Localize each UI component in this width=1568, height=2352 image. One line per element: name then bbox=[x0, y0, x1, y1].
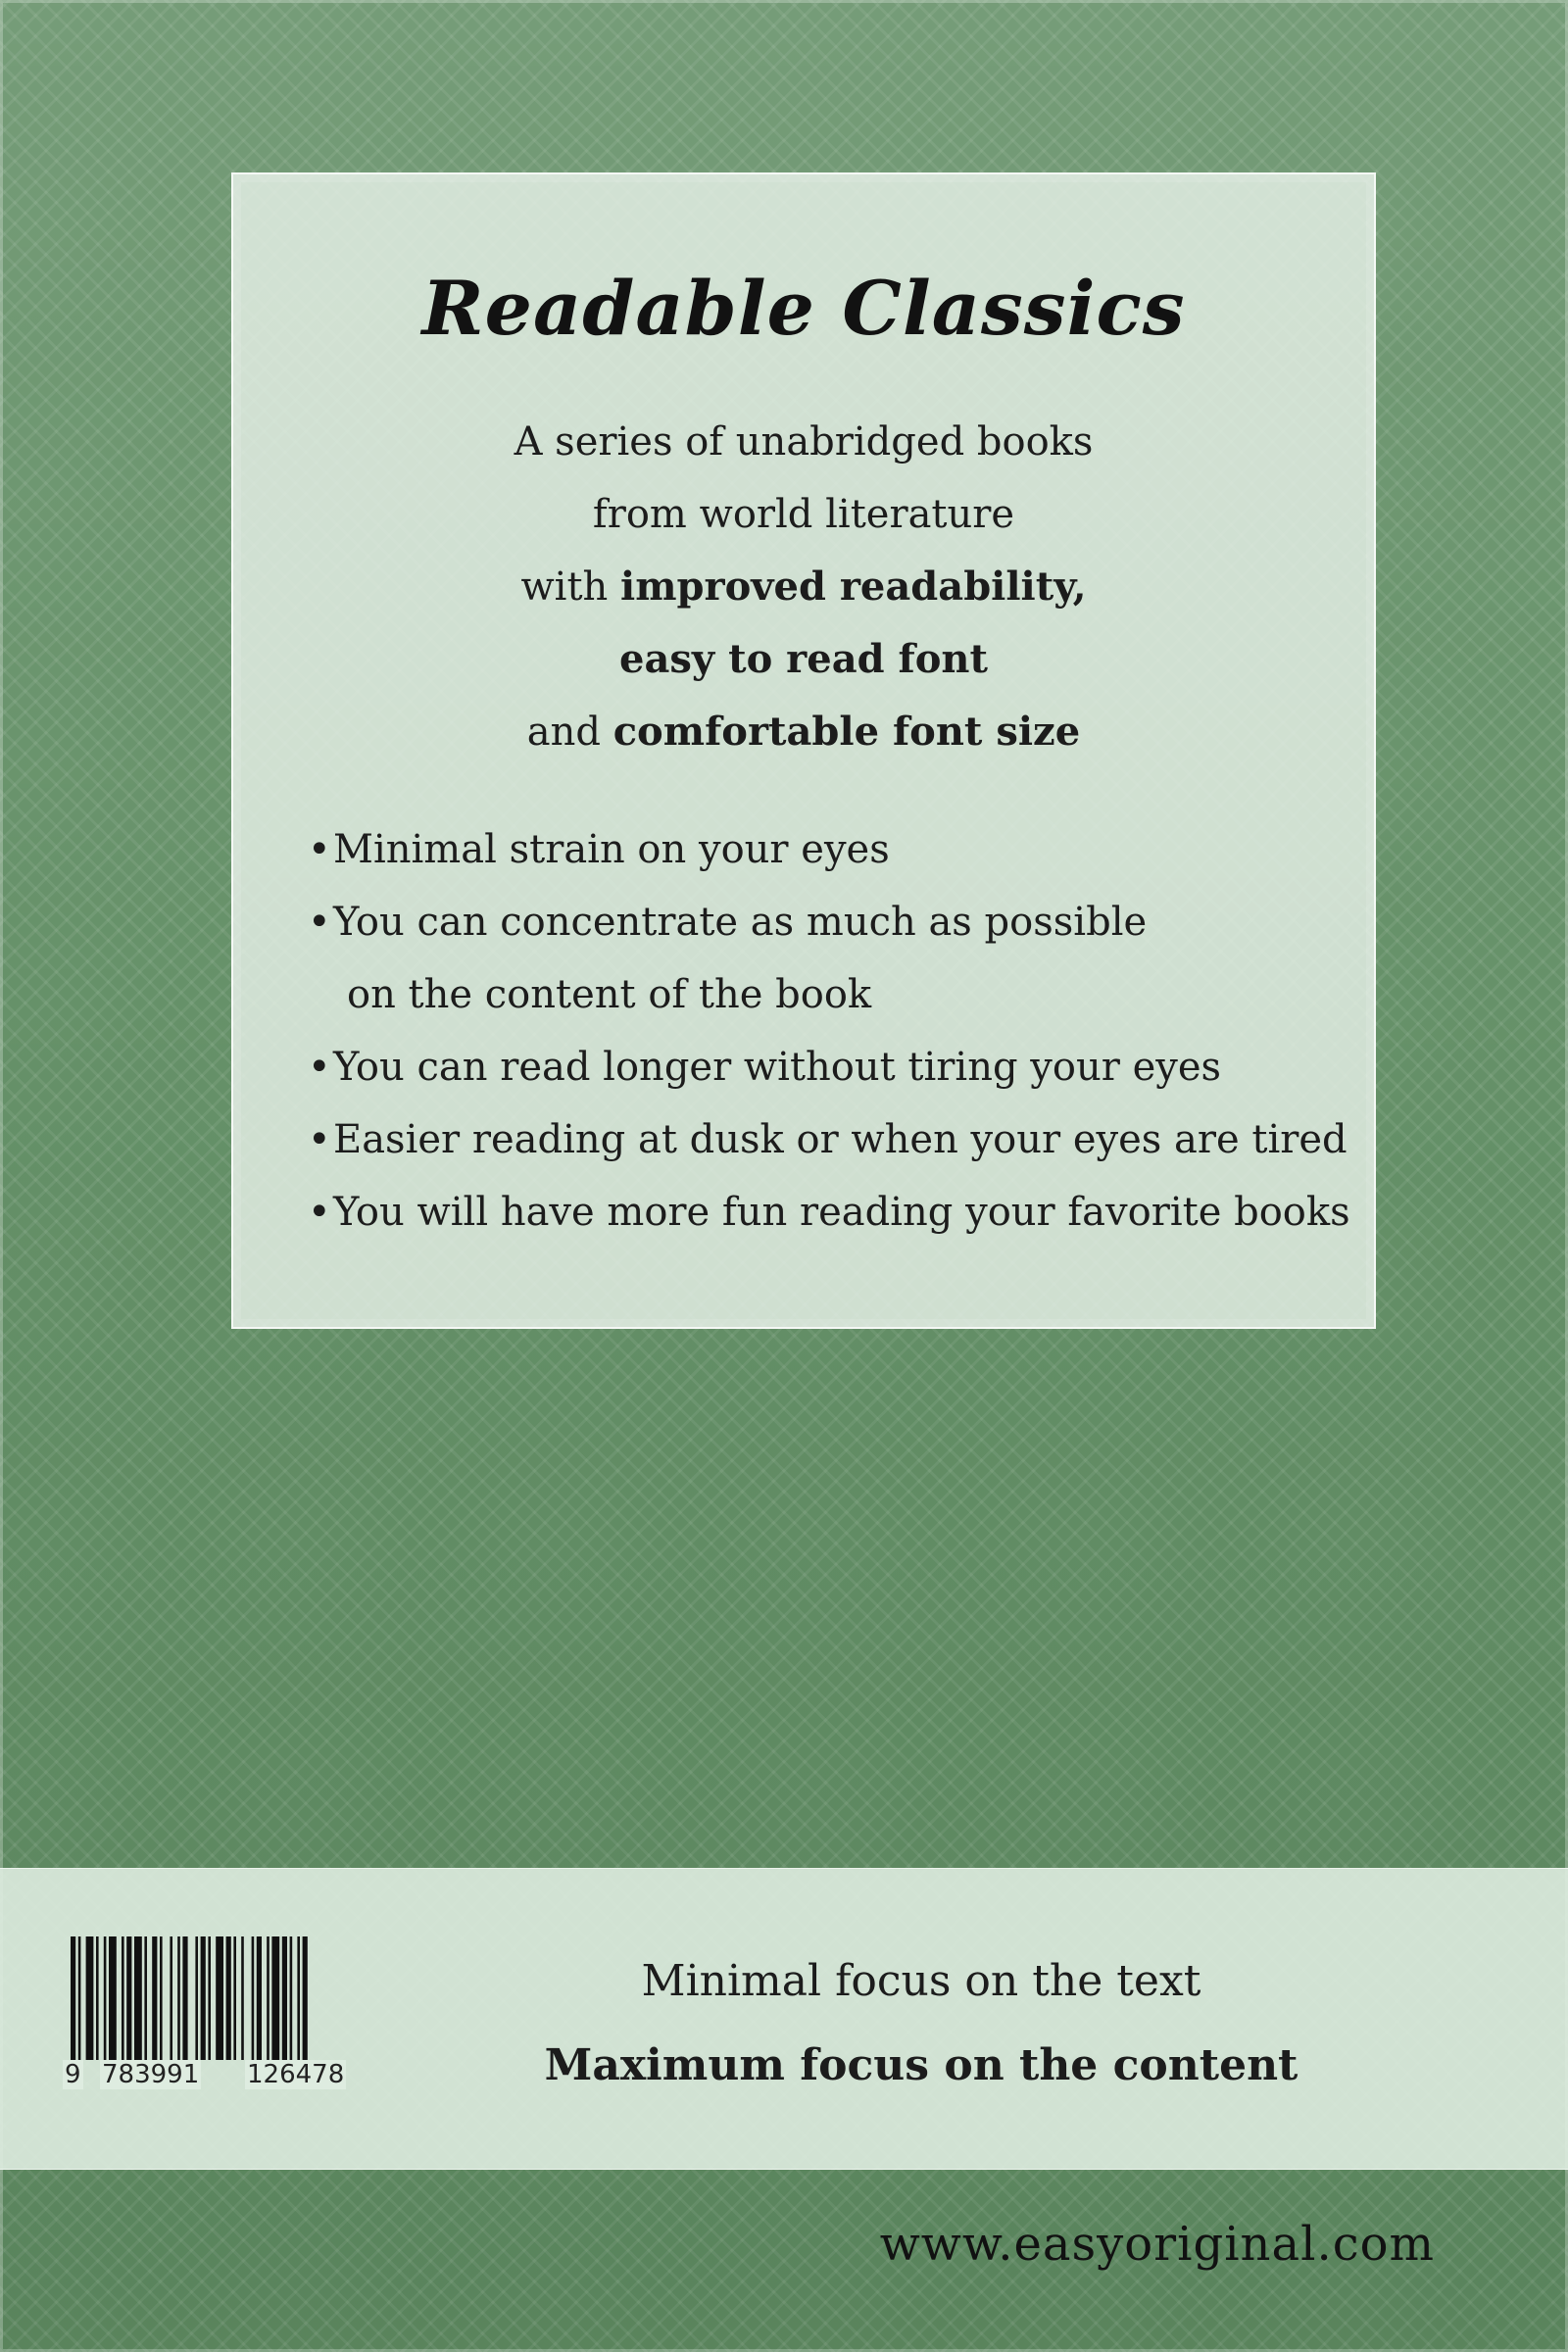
benefit-item: •You will have more fun reading your favorite books bbox=[308, 1176, 1347, 1249]
bullet-icon: • bbox=[308, 1045, 331, 1090]
barcode-bar bbox=[216, 1936, 223, 2060]
intro-text bbox=[233, 406, 1374, 768]
barcode-bar bbox=[152, 1936, 157, 2060]
barcode-bar bbox=[233, 1936, 236, 2060]
barcode-bar bbox=[201, 1936, 206, 2060]
bullet-icon: • bbox=[308, 1190, 331, 1235]
barcode-bar bbox=[104, 1936, 107, 2060]
isbn-digits bbox=[67, 2060, 380, 2099]
website-url: www.easyoriginal.com bbox=[879, 2217, 1435, 2272]
benefit-item: •You can read longer without tiring your eyes bbox=[308, 1031, 1347, 1103]
bullet-icon: • bbox=[308, 1117, 331, 1162]
slogan bbox=[510, 1952, 1333, 2095]
benefit-item: •You can concentrate as much as possible on the content of the book bbox=[308, 886, 1347, 1031]
isbn-first-digit: 9 bbox=[65, 2060, 81, 2089]
barcode-bar bbox=[122, 1936, 124, 2060]
intro-line: A series of unabridged books bbox=[514, 419, 1094, 465]
barcode-bar bbox=[160, 1936, 163, 2060]
barcode-bar bbox=[109, 1936, 117, 2060]
barcode-bar bbox=[126, 1936, 131, 2060]
barcode-bar bbox=[257, 1936, 262, 2060]
barcode-band bbox=[0, 1868, 1568, 2170]
barcode-bar bbox=[241, 1936, 244, 2060]
barcode-bar bbox=[282, 1936, 287, 2060]
barcode-bar bbox=[96, 1936, 99, 2060]
series-title: Readable Classics bbox=[421, 265, 1186, 352]
slogan-line-2: Maximum focus on the content bbox=[544, 2040, 1298, 2090]
barcode-bar bbox=[290, 1936, 293, 2060]
barcode-bar bbox=[177, 1936, 180, 2060]
benefit-item: •Easier reading at dusk or when your eyes are tired bbox=[308, 1103, 1347, 1176]
barcode-bar bbox=[208, 1936, 211, 2060]
isbn-left-group: 783991 bbox=[102, 2060, 200, 2089]
barcode-bar bbox=[134, 1936, 142, 2060]
intro-line: with improved readability, bbox=[520, 564, 1087, 610]
benefit-item: •Minimal strain on your eyes bbox=[308, 813, 1347, 886]
intro-line: and comfortable font size bbox=[526, 709, 1081, 755]
barcode-bar bbox=[271, 1936, 279, 2060]
description-panel bbox=[231, 172, 1376, 1329]
slogan-line-1: Minimal focus on the text bbox=[641, 1956, 1201, 2006]
barcode-bar bbox=[252, 1936, 255, 2060]
benefit-continuation: on the content of the book bbox=[347, 972, 872, 1017]
benefits-list bbox=[308, 813, 1350, 1249]
intro-line: from world literature bbox=[592, 492, 1015, 537]
barcode-bar bbox=[170, 1936, 172, 2060]
bullet-icon: • bbox=[308, 900, 331, 945]
barcode-bar bbox=[267, 1936, 270, 2060]
isbn-right-group: 126478 bbox=[247, 2060, 345, 2089]
intro-line: easy to read font bbox=[619, 636, 988, 682]
bullet-icon: • bbox=[308, 827, 331, 872]
barcode-bar bbox=[86, 1936, 94, 2060]
barcode-bar bbox=[144, 1936, 147, 2060]
barcode-bar bbox=[226, 1936, 231, 2060]
